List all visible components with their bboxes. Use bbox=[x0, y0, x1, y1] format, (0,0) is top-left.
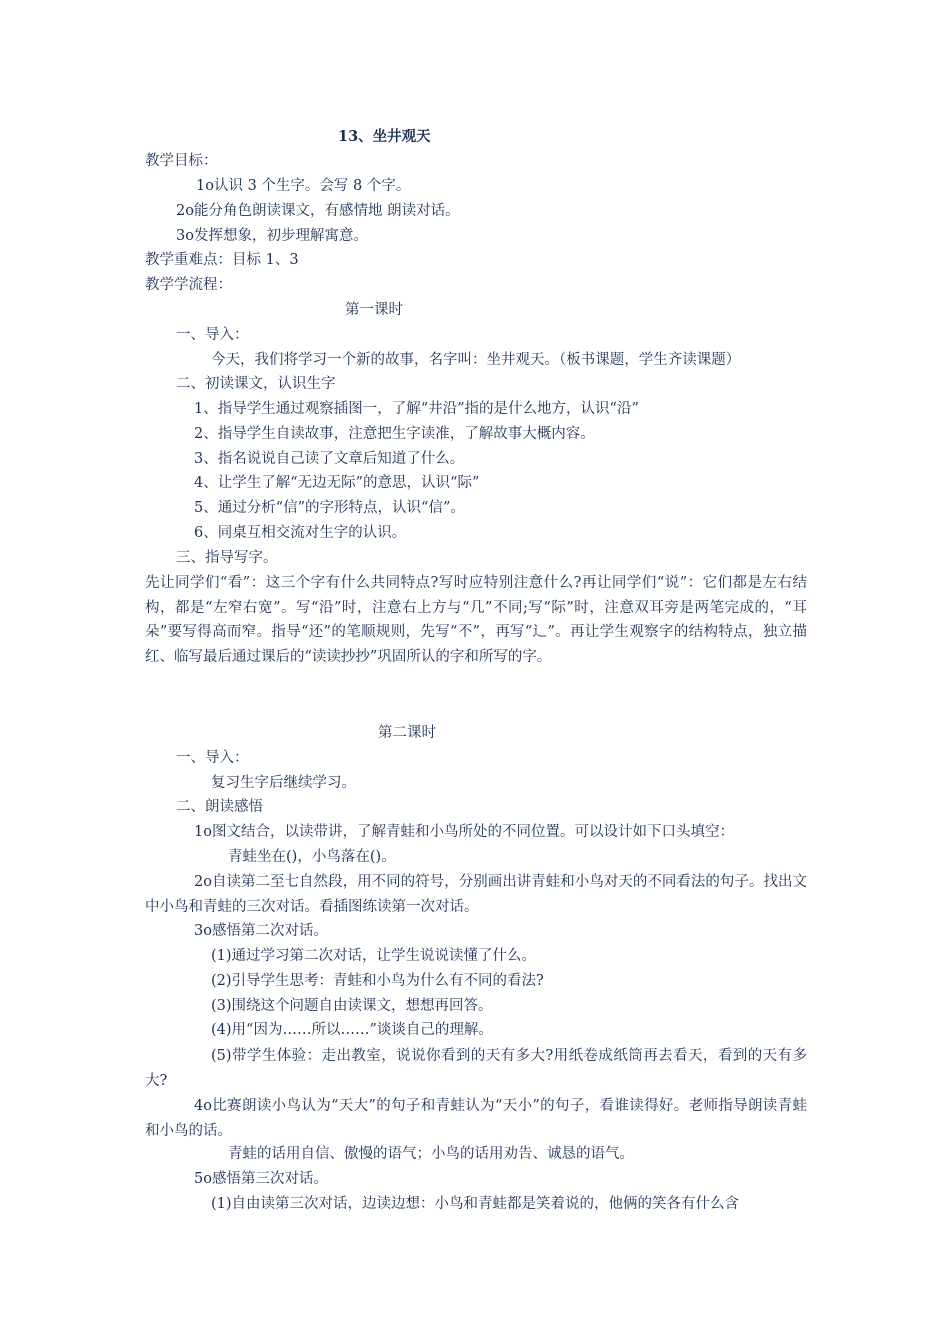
lesson2-item3-sub: (4)用“因为……所以……”谈谈自己的理解。 bbox=[211, 1022, 493, 1038]
lesson2-item2: 2o自读第二至七自然段，用不同的符号，分别画出讲青蛙和小鸟对天的不同看法的句子。找出文中小鸟和青蛙的三次对话。看插图练读第一次对话。 bbox=[145, 874, 807, 915]
key-points: 教学重难点：目标 1、3 bbox=[145, 252, 299, 268]
lesson1-read-heading: 二、初读课文，认识生字 bbox=[176, 376, 336, 392]
lesson1-step: 2、指导学生自读故事，注意把生字读准，了解故事大概内容。 bbox=[194, 426, 595, 442]
lesson2-item3-sub: (2)引导学生思考：青蛙和小鸟为什么有不同的看法? bbox=[211, 973, 544, 989]
lesson2-item4-note: 青蛙的话用自信、傲慢的语气；小鸟的话用劝告、诚恳的语气。 bbox=[228, 1146, 634, 1162]
lesson1-step: 6、同桌互相交流对生字的认识。 bbox=[194, 525, 407, 541]
lesson2-intro-text: 复习生字后继续学习。 bbox=[211, 775, 356, 791]
goal-item: 1o认识 3 个生字。会写 8 个字。 bbox=[196, 178, 411, 194]
lesson1-step: 3、指名说说自己读了文章后知道了什么。 bbox=[194, 451, 465, 467]
lesson1-writing-heading: 三、指导写字。 bbox=[176, 550, 278, 566]
lesson2-heading: 第二课时 bbox=[378, 725, 436, 741]
flow-heading: 教学学流程： bbox=[145, 277, 232, 293]
lesson2-item1-fill: 青蛙坐在()，小鸟落在()。 bbox=[228, 849, 396, 865]
lesson2-item3-sub: (3)围绕这个问题自由读课文，想想再回答。 bbox=[211, 998, 493, 1014]
goals-heading: 教学目标： bbox=[145, 153, 218, 169]
lesson2-item3-sub5: (5)带学生体验：走出教室，说说你看到的天有多大?用纸卷成纸筒再去看天，看到的天有多大? bbox=[145, 1048, 807, 1089]
lesson2-item5-sub: (1)自由读第三次对话，边读边想：小鸟和青蛙都是笑着说的，他俩的笑各有什么含 bbox=[211, 1196, 740, 1212]
lesson2-item1: 1o图文结合，以读带讲，了解青蛙和小鸟所处的不同位置。可以设计如下口头填空： bbox=[194, 824, 734, 840]
lesson1-intro-heading: 一、导入： bbox=[176, 327, 249, 343]
lesson2-item4: 4o比赛朗读小鸟认为“天大”的句子和青蛙认为“天小”的句子，看谁读得好。老师指导朗读青蛙和小鸟的话。 bbox=[145, 1098, 807, 1139]
lesson1-step: 1、指导学生通过观察插图一，了解“井沿”指的是什么地方，认识“沿” bbox=[194, 401, 639, 417]
goal-item: 3o发挥想象，初步理解寓意。 bbox=[176, 228, 368, 244]
lesson2-item5: 5o感悟第三次对话。 bbox=[194, 1171, 328, 1187]
lesson2-intro-heading: 一、导入： bbox=[176, 750, 249, 766]
lesson1-step: 4、让学生了解“无边无际”的意思，认识“际” bbox=[194, 475, 480, 491]
lesson1-step: 5、通过分析“信”的字形特点，认识“信”。 bbox=[194, 500, 465, 516]
lesson1-intro-text: 今天，我们将学习一个新的故事，名字叫：坐井观天。（板书课题，学生齐读课题） bbox=[211, 352, 741, 368]
document-title: 13、坐井观天 bbox=[338, 128, 431, 145]
lesson2-item3-sub: (1)通过学习第二次对话，让学生说说读懂了什么。 bbox=[211, 948, 537, 964]
goal-item: 2o能分角色朗读课文，有感情地 朗读对话。 bbox=[176, 203, 460, 219]
lesson2-item3: 3o感悟第二次对话。 bbox=[194, 923, 328, 939]
lesson1-writing-text: 先让同学们“看”：这三个字有什么共同特点?写时应特别注意什么?再让同学们“说”：它们都是左右结构，都是“左窄右宽”。写“沿”时，注意右上方与“几”不同;写“际”时，注意双耳旁是两笔完成的，“耳朵”要写得高而窄。指导“还”的笔顺规则，先写“不”，再写“辶”。再让学生观察字的结构特点，独立描红、临写最后通过课后的“读读抄抄”巩固所认的字和所写的字。 bbox=[145, 575, 807, 666]
lesson2-read-heading: 二、朗读感悟 bbox=[176, 799, 263, 815]
lesson1-heading: 第一课时 bbox=[345, 302, 403, 318]
